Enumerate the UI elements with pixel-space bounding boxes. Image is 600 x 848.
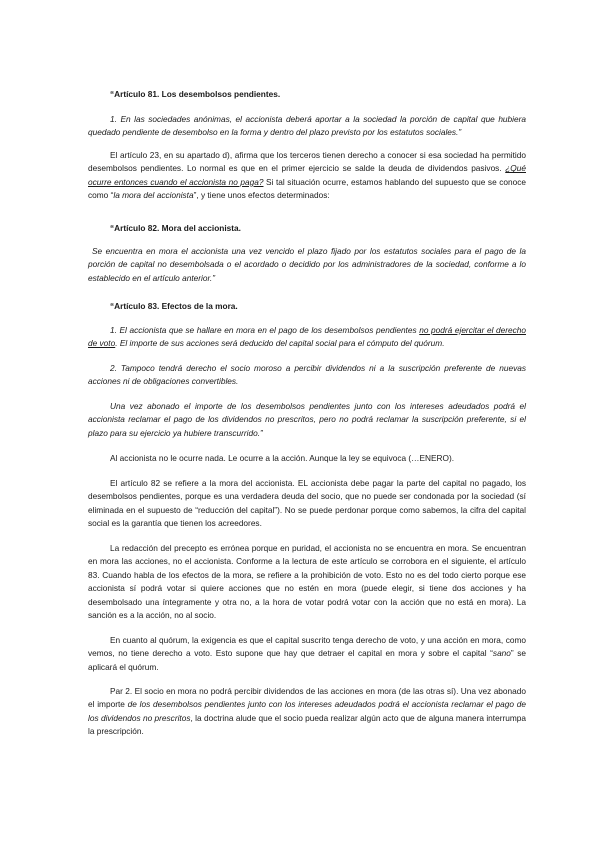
commentary-paragraph-2: Al accionista no le ocurre nada. Le ocurre a la acción. Aunque la ley se equivoca (…ENERO).	[110, 453, 455, 463]
article-83-point-1: 1. El accionista que se hallare en mora en el pago de los desembolsos pendientes no podrá ejercitar el derecho de voto. El importe de sus acciones será deducido del capital social para el cómputo del quórum.	[88, 325, 526, 349]
sano-term: sano	[492, 648, 511, 659]
commentary-paragraph-4: La redacción del precepto es errónea porque en puridad, el accionista no se encuentra en mora. Se encuentran en mora las acciones, no el accionista. Conforme a la lectura de este artículo se corrobora en el siguiente, el artículo 83. Cuando habla de los efectos de la mora, se refiere a la prohibición de voto. Esto no es del todo cierto porque ese accionista sí podrá votar si quiere acciones que no estén en mora (puede elegir, si tiene dos acciones y ha desembolsado una íntegramente y otra no, a la hora de votar podrá votar con la acción que no está en mora). La sanción es a la acción, no al socio.	[88, 543, 526, 621]
article-81-text: 1. En las sociedades anónimas, el accionista deberá aportar a la sociedad la porción de capital que hubiera quedado pendiente de desembolso en la forma y dentro del plazo previsto por los estatutos sociales.”	[88, 114, 526, 138]
article-82-text: Se encuentra en mora el accionista una vez vencido el plazo fijado por los estatutos sociales para el pago de la porción de capital no desembolsada o el acordado o decidido por los administradores de la sociedad, conforme a lo establecido en el artículo anterior.”	[88, 246, 526, 283]
article-82-heading: “Artículo 82. Mora del accionista.	[110, 223, 241, 233]
commentary-paragraph-3: El artículo 82 se refiere a la mora del accionista. EL accionista debe pagar la parte del capital no pagado, los desembolsos pendientes, porque es una verdadera deuda del socio, que no puede ser condonada por la sociedad (sí eliminada en el supuesto de “reducción del capital”). No se puede perdonar porque como sabemos, la cifra del capital social es la garantía que tienen los acreedores.	[88, 478, 526, 529]
commentary-paragraph-5: En cuanto al quórum, la exigencia es que el capital suscrito tenga derecho de voto, y una acción en mora, como vemos, no tiene derecho a voto. Esto supone que hay que detraer el capital en mora y sobre el capital “sano” se aplicará el quórum.	[88, 635, 526, 672]
article-83-point-2: 2. Tampoco tendrá derecho el socio moroso a percibir dividendos ni a la suscripción preferente de nuevas acciones ni de obligaciones convertibles.	[88, 363, 526, 387]
quoted-law-italic: de los desembolsos pendientes junto con los intereses adeudados podrá el accionista reclamar el pago de los dividendos no prescritos	[88, 699, 526, 723]
question-underlined: ¿Qué ocurre entonces cuando el accionista no paga?	[88, 163, 526, 187]
commentary-paragraph-1: El artículo 23, en su apartado d), afirma que los terceros tienen derecho a conocer si esa sociedad ha permitido desembolsos pendientes. Lo normal es que en el primer ejercicio se salde la deuda de dividendos pasivos. ¿Qué ocurre entonces cuando el accionista no paga? Si tal situación ocurre, estamos hablando del supuesto que se conoce como “la mora del accionista”, y tiene unos efectos determinados:	[88, 150, 527, 201]
article-83-heading: “Artículo 83. Efectos de la mora.	[110, 301, 238, 311]
article-81-heading: “Artículo 81. Los desembolsos pendientes.	[110, 89, 281, 99]
article-83-closing: Una vez abonado el importe de los desembolsos pendientes junto con los intereses adeudados podrá el accionista reclamar el pago de los dividendos no prescritos, pero no podrá reclamar la suscripción preferente, si el plazo para su ejercicio ya hubiere transcurrido.”	[88, 401, 526, 438]
commentary-paragraph-6: Par 2. El socio en mora no podrá percibir dividendos de las acciones en mora (de las otras sí). Una vez abonado el importe de los desembolsos pendientes junto con los intereses adeudados podrá el accionista reclamar el pago de los dividendos no prescritos, la doctrina alude que el socio pueda realizar algún acto que de alguna manera interrumpa la prescripción.	[88, 686, 526, 737]
mora-del-accionista-term: la mora del accionista	[113, 190, 194, 201]
voting-right-underlined: no podrá ejercitar el derecho de voto	[88, 325, 526, 349]
